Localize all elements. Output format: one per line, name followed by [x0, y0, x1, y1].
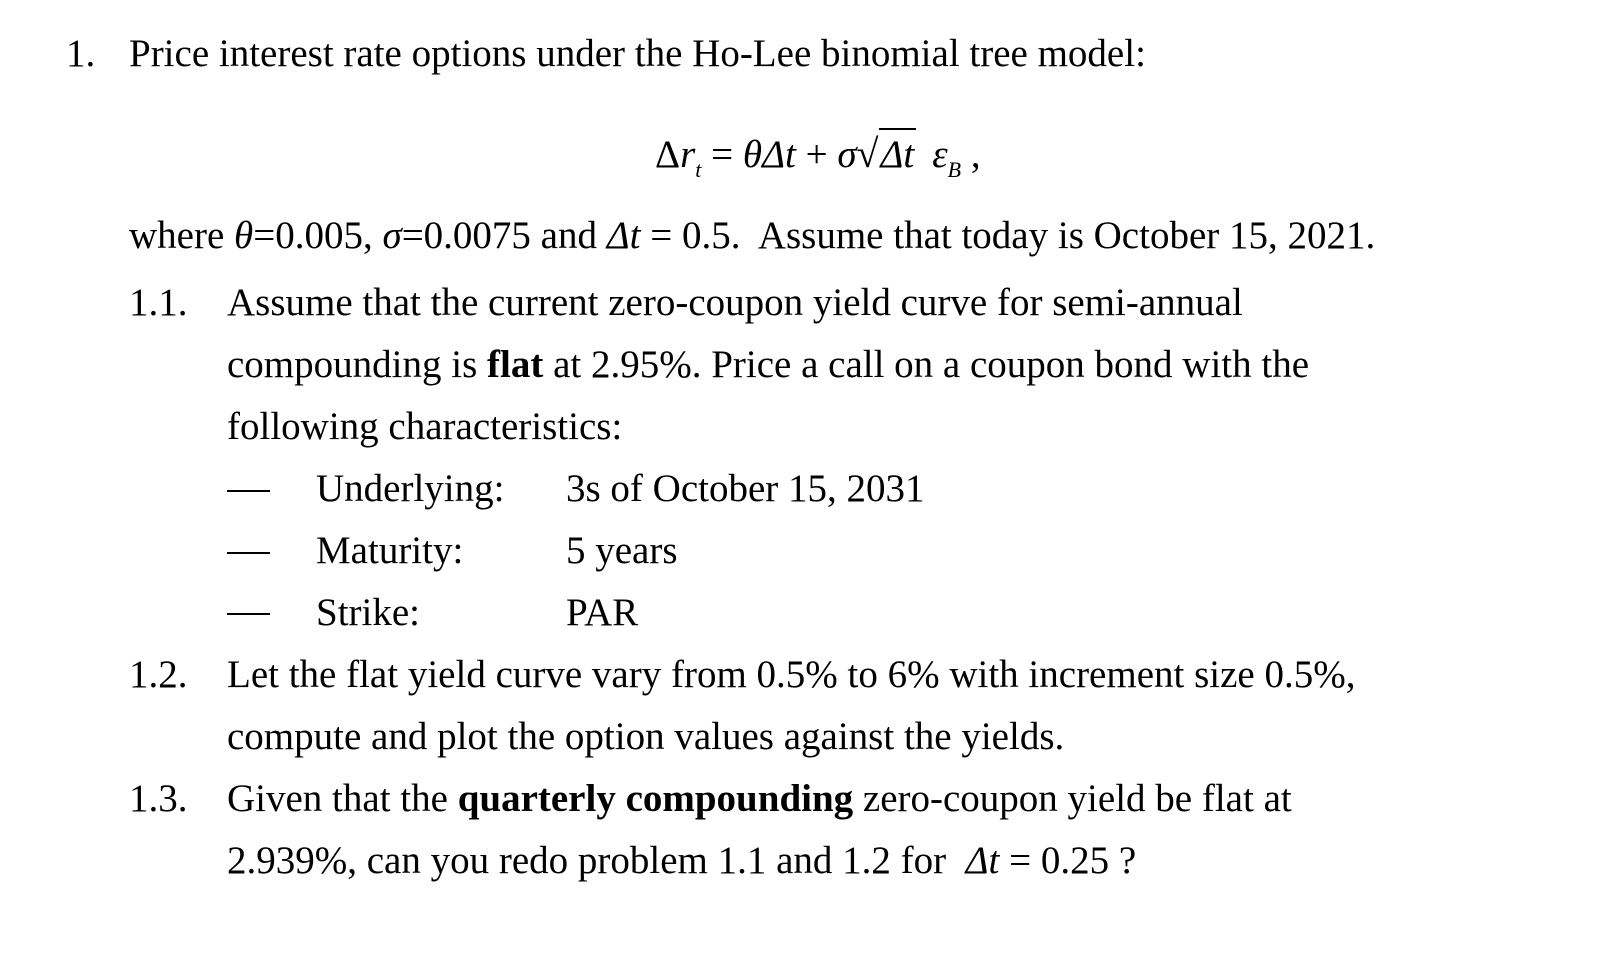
eq-r: r — [680, 133, 696, 176]
part-1-1-line-3: following characteristics: — [227, 405, 623, 448]
eq-sqrt — [857, 128, 917, 177]
eq-delta-t: Δt — [762, 133, 796, 176]
list-dash — [227, 552, 270, 554]
part-1-1-bold-flat: flat — [487, 343, 544, 386]
part-1-3-line-1a: Given that the — [227, 777, 458, 820]
part-1-1-line-1: Assume that the current zero-coupon yield curve for semi-annual — [227, 281, 1243, 324]
strike-value: PAR — [566, 591, 639, 634]
underlying-label: Underlying: — [316, 467, 505, 510]
eq-sigma: σ — [837, 133, 857, 176]
where-sigma-value: =0.0075 and — [401, 214, 607, 257]
strike-label: Strike: — [316, 591, 420, 634]
eq-delta: Δ — [655, 133, 681, 176]
maturity-value: 5 years — [566, 529, 678, 572]
part-1-3-line-2 — [227, 841, 1136, 880]
part-1-1-line-2 — [227, 345, 1309, 384]
where-theta: θ — [234, 214, 254, 257]
where-sigma: σ — [382, 214, 402, 257]
problem-number: 1. — [66, 32, 96, 75]
part-1-3-bold-quarterly: quarterly compounding — [457, 777, 854, 820]
eq-epsilon-subscript: B — [947, 157, 962, 182]
underlying-value: 3s of October 15, 2031 — [566, 467, 925, 510]
where-delta-t-value: = 0.5. Assume that today is October 15, 2021. — [640, 214, 1376, 257]
eq-trailing: , — [961, 133, 981, 176]
where-line — [129, 216, 1375, 255]
eq-sqrt-arg: Δt — [879, 128, 917, 177]
sqrt-icon: √ — [856, 131, 879, 176]
part-1-3-line-1 — [227, 779, 1292, 818]
problem-title: Price interest rate options under the Ho-Lee binomial tree model: — [129, 32, 1146, 75]
where-theta-value: =0.005, — [253, 214, 383, 257]
maturity-label: Maturity: — [316, 529, 464, 572]
part-1-3-delta-t: Δt — [965, 839, 1000, 882]
part-1-1-number: 1.1. — [129, 281, 188, 324]
part-1-1-line-2a: compounding is — [227, 343, 487, 386]
part-1-3-line-2b: = 0.25 ? — [999, 839, 1137, 882]
eq-equals: = — [701, 133, 743, 176]
part-1-2-line-2: compute and plot the option values against the yields. — [227, 715, 1065, 758]
eq-epsilon: ε — [932, 133, 948, 176]
part-1-2-number: 1.2. — [129, 653, 188, 696]
part-1-3-line-1b: zero-coupon yield be flat at — [853, 777, 1292, 820]
part-1-3-number: 1.3. — [129, 777, 188, 820]
part-1-3-line-2a: 2.939%, can you redo problem 1.1 and 1.2 for — [227, 839, 966, 882]
where-delta-t: Δt — [606, 214, 641, 257]
eq-r-subscript: t — [695, 157, 702, 182]
ho-lee-equation — [655, 128, 981, 182]
where-word: where — [129, 214, 235, 257]
list-dash — [227, 490, 270, 492]
eq-theta: θ — [742, 133, 763, 176]
part-1-2-line-1: Let the flat yield curve vary from 0.5% to 6% with increment size 0.5%, — [227, 653, 1356, 696]
part-1-1-line-2b: at 2.95%. Price a call on a coupon bond with the — [543, 343, 1310, 386]
eq-plus: + — [795, 133, 838, 176]
list-dash — [227, 613, 270, 615]
